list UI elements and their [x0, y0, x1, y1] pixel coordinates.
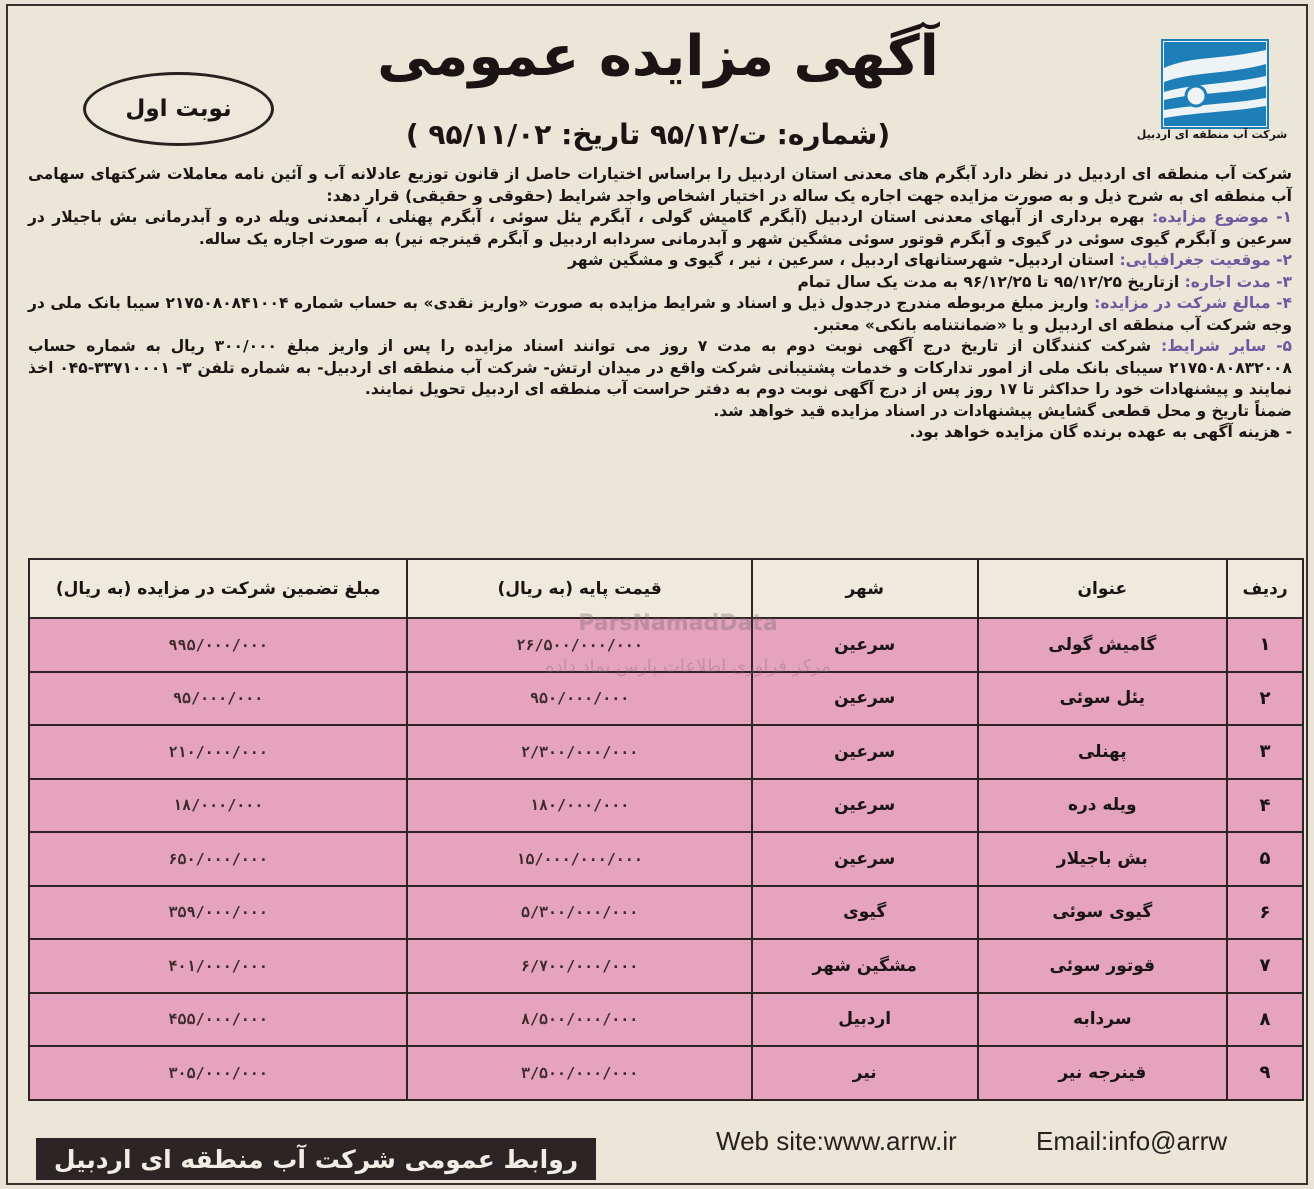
cell-city: گیوی	[752, 886, 978, 940]
footer	[36, 1126, 1294, 1178]
account-number: ۲۱۷۵۰۸۰۸۴۱۰۰۴	[165, 294, 289, 312]
cell-city: سرعین	[752, 672, 978, 726]
header-base-price: قیمت پایه (به ریال)	[407, 559, 752, 618]
item-duration-text: ازتاریخ ۹۵/۱۲/۲۵ تا ۹۶/۱۲/۲۵ به مدت یک سال تمام	[797, 272, 1180, 291]
item-duration-label: ۳- مدت اجاره:	[1184, 272, 1292, 291]
cell-row-number: ۸	[1227, 993, 1303, 1047]
cell-title: ویله دره	[978, 779, 1228, 833]
header-title: عنوان	[978, 559, 1228, 618]
cell-deposit: ۹۵/۰۰۰/۰۰۰	[29, 672, 407, 726]
note-cost: - هزینه آگهی به عهده برنده گان مزایده خواهد بود.	[909, 423, 1292, 441]
cell-row-number: ۵	[1227, 832, 1303, 886]
item-other	[28, 336, 1292, 401]
water-wave-logo-icon	[1160, 38, 1270, 130]
cell-deposit: ۳۰۵/۰۰۰/۰۰۰	[29, 1046, 407, 1100]
table-row	[29, 725, 1303, 779]
watermark: ParsNamadData	[578, 611, 778, 636]
round-badge-label: نوبت اول	[125, 96, 232, 122]
cell-deposit: ۶۵۰/۰۰۰/۰۰۰	[29, 832, 407, 886]
notice-number-date: ( شماره: ت/۹۵/۱۲ تاریخ: ۹۵/۱۱/۰۲)	[405, 118, 891, 151]
table-row	[29, 939, 1303, 993]
item-amounts-text2: سیبا بانک ملی در وجه شرکت آب منطقه ای اردبیل و یا «ضمانتنامه بانکی» معتبر.	[28, 294, 1292, 334]
footer-email[interactable]: Email:info@arrw	[1036, 1126, 1228, 1156]
watermark-subtitle: مرکز فراوری اطلاعات پارس نماد داده	[545, 656, 831, 677]
item-location	[28, 250, 1292, 272]
cell-title: گامیش گولی	[978, 618, 1228, 672]
table-row	[29, 779, 1303, 833]
cell-deposit: ۴۰۱/۰۰۰/۰۰۰	[29, 939, 407, 993]
cell-base-price: ۱۸۰/۰۰۰/۰۰۰	[407, 779, 752, 833]
table-row	[29, 832, 1303, 886]
header-deposit: مبلغ تضمین شرکت در مزایده (به ریال)	[29, 559, 407, 618]
auction-table	[28, 558, 1304, 1101]
footer-website[interactable]: Web site:www.arrw.ir	[716, 1126, 957, 1156]
cell-deposit: ۴۵۵/۰۰۰/۰۰۰	[29, 993, 407, 1047]
company-logo	[1132, 28, 1292, 148]
header-city: شهر	[752, 559, 978, 618]
cell-row-number: ۲	[1227, 672, 1303, 726]
cell-row-number: ۱	[1227, 618, 1303, 672]
intro-paragraph: شرکت آب منطقه ای اردبیل در نظر دارد آبگرم های معدنی استان اردبیل را براساس اختیارات حاصل از قانون توزیع عادلانه آب و آئین نامه معاملات شرکتهای سهامی آب منطقه ای به شرح ذیل و به صورت مزایده جهت اجاره یک ساله در اختیار اشخاص واجد شرایط (حقوقی و حقیقی) قرار دهد:	[28, 165, 1292, 205]
cell-base-price: ۲۶/۵۰۰/۰۰۰/۰۰۰	[407, 618, 752, 672]
cell-base-price: ۳/۵۰۰/۰۰۰/۰۰۰	[407, 1046, 752, 1100]
table-row	[29, 1046, 1303, 1100]
cell-title: سردابه	[978, 993, 1228, 1047]
logo-caption: شرکت آب منطقه ای اردبیل	[1136, 128, 1288, 141]
item-amounts-text: واریز مبلغ مربوطه مندرج درجدول ذیل و اسناد و شرایط مزایده به صورت «واریز نقدی» به حساب شماره	[293, 294, 1089, 312]
item-subject-label: ۱- موضوع مزایده:	[1151, 208, 1292, 226]
cell-row-number: ۹	[1227, 1046, 1303, 1100]
table-row	[29, 672, 1303, 726]
cell-city: سرعین	[752, 618, 978, 672]
item-duration	[28, 272, 1292, 294]
cell-deposit: ۱۸/۰۰۰/۰۰۰	[29, 779, 407, 833]
cell-title: قوتور سوئی	[978, 939, 1228, 993]
item-amounts	[28, 293, 1292, 336]
cell-title: یئل سوئی	[978, 672, 1228, 726]
cell-city: سرعین	[752, 725, 978, 779]
cell-title: بش باجیلار	[978, 832, 1228, 886]
cell-deposit: ۳۵۹/۰۰۰/۰۰۰	[29, 886, 407, 940]
cell-base-price: ۸/۵۰۰/۰۰۰/۰۰۰	[407, 993, 752, 1047]
cell-row-number: ۶	[1227, 886, 1303, 940]
cell-title: پهنلی	[978, 725, 1228, 779]
item-subject-text: بهره برداری از آبهای معدنی استان اردبیل (آبگرم گامیش گولی ، آبگرم یئل سوئی ، آبگرم پهنلی ، آبمعدنی ویله دره و آبدرمانی بش باجیلار در سرعین و آبگرم گیوی سوئی در گیوی و آبگرم قوتور سوئی مشگین شهر و آبدرمانی سردابه اردبیل و آبگرم قینرجه نیر) به صورت اجاره یک ساله.	[28, 208, 1292, 248]
table-header-row	[29, 559, 1303, 618]
cell-row-number: ۳	[1227, 725, 1303, 779]
cell-title: گیوی سوئی	[978, 886, 1228, 940]
notice-title: آگهی مزایده عمومی	[377, 24, 939, 89]
cell-base-price: ۶/۷۰۰/۰۰۰/۰۰۰	[407, 939, 752, 993]
item-location-label: ۲- موقعیت جغرافیایی:	[1119, 251, 1292, 269]
table-row	[29, 993, 1303, 1047]
item-amounts-label: ۴- مبالغ شرکت در مزایده:	[1094, 294, 1292, 312]
header-row-number: ردیف	[1227, 559, 1303, 618]
cell-row-number: ۴	[1227, 779, 1303, 833]
cell-city: سرعین	[752, 779, 978, 833]
cell-deposit: ۹۹۵/۰۰۰/۰۰۰	[29, 618, 407, 672]
item-other-label: ۵- سایر شرایط:	[1161, 337, 1292, 355]
item-other-text: شرکت کنندگان از تاریخ درج آگهی نوبت دوم به مدت ۷ روز می توانند اسناد مزایده را پس از واریز مبلغ ۳۰۰/۰۰۰ ریال به شماره حساب ۲۱۷۵۰۸۰۸۳۲۰۰۸ سیبای بانک ملی از امور تدارکات و خدمات پشتیبانی شرکت واقع در میدان ارتش- شرکت آب منطقه ای اردبیل- به شماره تلفن ۳- ۳۳۷۱۰۰۰۱-۰۴۵ اخذ نمایند و پیشنهادات خود را حداکثر تا ۱۷ روز پس از درج آگهی نوبت دوم به دفتر حراست آب منطقه ای اردبیل تحویل نمایند.	[28, 337, 1292, 398]
cell-deposit: ۲۱۰/۰۰۰/۰۰۰	[29, 725, 407, 779]
note-opening: ضمناً تاریخ و محل قطعی گشایش پیشنهادات در اسناد مزایده قید خواهد شد.	[713, 401, 1292, 420]
cell-city: اردبیل	[752, 993, 978, 1047]
cell-city: مشگین شهر	[752, 939, 978, 993]
cell-base-price: ۲/۳۰۰/۰۰۰/۰۰۰	[407, 725, 752, 779]
footer-department: روابط عمومی شرکت آب منطقه ای اردبیل	[36, 1138, 596, 1180]
round-badge	[83, 72, 274, 146]
cell-row-number: ۷	[1227, 939, 1303, 993]
item-location-text: استان اردبیل- شهرستانهای اردبیل ، سرعین ، نیر ، گیوی و مشگین شهر	[568, 251, 1115, 269]
cell-base-price: ۹۵۰/۰۰۰/۰۰۰	[407, 672, 752, 726]
cell-city: نیر	[752, 1046, 978, 1100]
cell-base-price: ۵/۳۰۰/۰۰۰/۰۰۰	[407, 886, 752, 940]
cell-city: سرعین	[752, 832, 978, 886]
table-row	[29, 886, 1303, 940]
cell-base-price: ۱۵/۰۰۰/۰۰۰/۰۰۰	[407, 832, 752, 886]
notice-body	[28, 164, 1292, 444]
notice-page	[6, 4, 1308, 1185]
cell-title: قینرجه نیر	[978, 1046, 1228, 1100]
item-subject	[28, 207, 1292, 250]
